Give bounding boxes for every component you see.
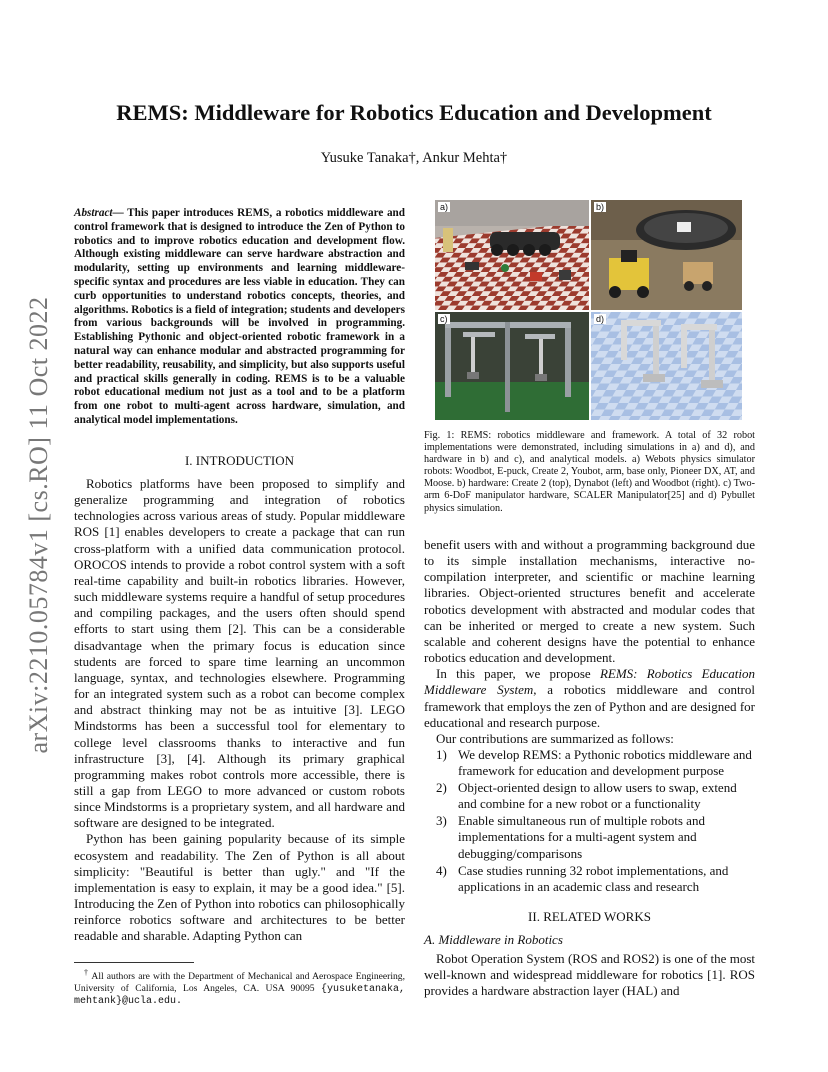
- arxiv-stamp: [14, 290, 64, 760]
- panel-label-d: d): [596, 314, 605, 324]
- right-paragraph-2: In this paper, we propose REMS: Robotics Education Middleware System, a robotics middleware and control framework that employs the zen of Python and are designed for educational and research purpose.: [424, 666, 756, 730]
- abstract: [74, 207, 405, 428]
- figure-panel-b: [591, 200, 742, 310]
- figure-panel-c: [435, 312, 589, 420]
- section-heading-related-works: II. RELATED WORKS: [528, 909, 651, 924]
- paper-title: REMS: Middleware for Robotics Education and Development: [116, 100, 712, 125]
- footnote: † All authors are with the Department of Mechanical and Aerospace Engineering, University of California, Los Angeles, CA. USA 90095 {yusuketanaka, mehtank}@ucla.edu.: [74, 962, 405, 1008]
- introduction-body: [74, 476, 405, 945]
- figure-panel-d: [591, 312, 742, 420]
- intro-paragraph-1: Robotics platforms have been proposed to simplify and generalize programming and integration of robotics technologies across various areas of study. Popular middleware ROS [1] enables developers to create a package that can run cross-platform with a unified data communication protocol. OROCOS intends to provide a robot control system with a soft real-time capability and built-in robotics libraries. However, such middleware systems require a handful of setup procedures and compiling packages, and the users often should spend efforts to start using them [2]. This can be a considerable disadvantage when the primary focus is education since students are forced to spare time learning an uncommon language, syntax, and technologies elsewhere. Programming for an integrated system such as a robot can become complex and abstract thinking may not be as intuitive [3]. LEGO Mindstorms has been a successful tool for elementary to college level classrooms thanks to interactive and fun infrastructure [3], [4]. Although its primary graphical programming makes robot controls more accessible, there is still a gap from LEGO to more advanced or custom robots since Mindstorms is a proprietary system, and all hardware and software are designed to be integrated.: [74, 476, 405, 831]
- figure-panel-a: [435, 200, 589, 310]
- section-heading-introduction: I. INTRODUCTION: [184, 453, 295, 468]
- panel-label-a: a): [440, 202, 449, 212]
- right-paragraph-1: benefit users with and without a programming background due to its simple installation mechanisms, interactive no-compilation interpreter, and scientific or machine learning libraries. Object-oriented structures benefit and accelerate robotics development with abstracted and modular codes that can be inherited or merged to create a new system. Such scalable and coherent designs have the potential to enhance robotics education and development.: [424, 537, 755, 666]
- arxiv-stamp-text: arXiv:2210.05784v1 [cs.RO] 11 Oct 2022: [24, 296, 53, 754]
- panel-label-b: b): [596, 202, 605, 212]
- paper-authors: Yusuke Tanaka†, Ankur Mehta†: [320, 150, 508, 166]
- right-column-body: [424, 537, 755, 747]
- contribution-item: 4) Case studies running 32 robot implementations, and applications in an academic class and research: [436, 862, 729, 894]
- related-works-body: [424, 951, 755, 999]
- intro-paragraph-2: Python has been gaining popularity because of its simple ecosystem and readability. The Zen of Python is all about simplicity: "Beautiful is better than ugly." and "If the implementation is easy to explain, it may be a good idea." [5]. Introducing the Zen of Python into robotics can philosophically reinforce robotics software and architectures to be better readable and sharable. Adapting Python can: [74, 831, 405, 944]
- footnote-emails: {yusuketanaka, mehtank}@ucla.edu.: [74, 983, 405, 1008]
- figure-caption: Fig. 1: REMS: robotics middleware and framework. A total of 32 robot implementations were demonstrated, including simulations in a) and d), and hardware in b) and c), and analytical models. a) Webots physics simulator robots: Woodbot, E-puck, Create 2, Youbot, arm, base only, Pioneer DX, AT, and Moose. b) hardware: Create 2 (top), Dynabot (left) and Woodbot (right). c) Two-arm 6-DoF manipulator hardware, SCALER Manipulator[25] and d) Pybullet physics simulation.: [424, 430, 755, 514]
- abstract-text: — This paper introduces REMS, a robotics middleware and control framework that is designed to introduce the Zen of Python to robotics and to improve robotics education and development flow. Although existing middleware can serve hardware abstraction and modularity, setting up environments and learning middleware-specific syntax and procedures are less viable in education. They can curb opportunities to understand robotics concepts, theories, and algorithms. Robotics is a field of integration; students and developers from various backgrounds will be involved in programming. Establishing Pythonic and object-oriented robotic framework in a natural way can enhance modular and abstracted programming for better readability, reusability, and simplicity, but also supports useful and practical skills generally in coding. REMS is to be a valuable robot educational medium not just as a tool and to be a platform from one robot to multi-agent across hardware, simulation, and analytical model implementations.: [74, 207, 405, 426]
- abstract-label: Abstract: [74, 207, 113, 219]
- footnote-rule: [74, 962, 194, 963]
- footnote-text: All authors are with the Department of Mechanical and Aerospace Engineering, University of California, Los Angeles, CA. USA 90095: [74, 971, 406, 994]
- contribution-item: 1) We develop REMS: a Pythonic robotics middleware and framework for education and development purpose: [436, 747, 752, 779]
- contribution-item: 3) Enable simultaneous run of multiple robots and implementations for a multi-agent system and debugging/comparisons: [436, 813, 705, 861]
- panel-label-c: c): [440, 314, 448, 324]
- contribution-item: 2) Object-oriented design to allow users to swap, extend and combine for a new robot or a functionality: [436, 780, 737, 812]
- figure-1: [435, 200, 742, 420]
- subsection-heading: A. Middleware in Robotics: [424, 932, 563, 947]
- system-name: REMS: Robotics Education Middleware System: [424, 666, 756, 698]
- right-paragraph-3: Our contributions are summarized as follows:: [436, 730, 674, 746]
- contributions-list: [436, 747, 756, 895]
- related-paragraph-1: Robot Operation System (ROS and ROS2) is one of the most well-known and widespread middleware for robotics [1]. ROS provides a hardware abstraction layer (HAL) and: [424, 951, 755, 999]
